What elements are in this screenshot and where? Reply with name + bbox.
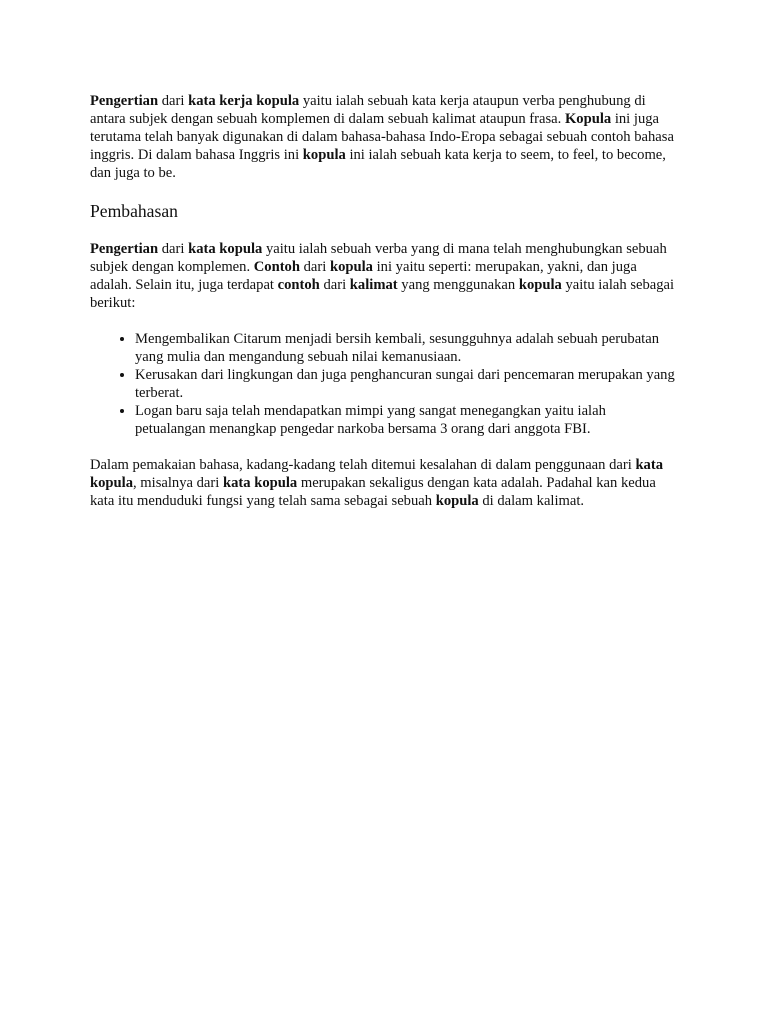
text-span: ini juga terutama telah banyak digunakan di dalam bahasa-bahasa Indo-Eropa sebagai sebuah contoh bahasa inggris. Di dalam bahasa Inggris ini	[90, 111, 674, 163]
text-span: Dalam pemakaian bahasa, kadang-kadang telah ditemui kesalahan di dalam penggunaan dari	[90, 457, 636, 473]
document-page	[90, 92, 680, 510]
intro-paragraph	[90, 92, 680, 182]
bold-term: kopula	[518, 277, 562, 293]
example-list	[90, 330, 680, 438]
text-span: yang menggunakan	[397, 277, 519, 293]
text-span: dari	[158, 93, 189, 109]
bold-term: kopula	[302, 147, 346, 163]
list-item: • Mengembalikan Citarum menjadi bersih kembali, sesungguhnya adalah sebuah perubatan yang mulia dan mengandung sebuah nilai kemanusiaan.	[135, 330, 680, 366]
text-span: ini ialah sebuah kata kerja to seem, to feel, to become, dan juga to be.	[90, 147, 666, 181]
bold-term: Pengertian	[90, 93, 159, 109]
bold-term: kopula	[435, 493, 479, 509]
text-span: merupakan sekaligus dengan kata adalah. Padahal kan kedua kata itu menduduki fungsi yang telah sama sebagai sebuah	[90, 475, 656, 509]
text-span: yaitu ialah sebuah verba yang di mana telah menghubungkan sebuah subjek dengan komplemen.	[90, 241, 667, 275]
bold-term: Kopula	[564, 111, 612, 127]
list-item: • Logan baru saja telah mendapatkan mimpi yang sangat menegangkan yaitu ialah petualangan menangkap pengedar narkoba bersama 3 orang dari anggota FBI.	[135, 402, 680, 438]
text-span: yaitu ialah sebuah kata kerja ataupun verba penghubung di antara subjek dengan sebuah komplemen di dalam sebuah kalimat ataupun frasa.	[90, 93, 646, 127]
bold-term: Contoh	[253, 259, 300, 275]
bold-term: kata kerja kopula	[188, 93, 300, 109]
definition-paragraph	[90, 240, 680, 312]
bold-term: kopula	[329, 259, 373, 275]
text-span: , misalnya dari	[133, 475, 223, 491]
text-span: dari	[319, 277, 350, 293]
text-span: dari	[299, 259, 330, 275]
bold-term: kata kopula	[222, 475, 298, 491]
bold-term: kata kopula	[90, 457, 664, 491]
text-span: di dalam kalimat.	[478, 493, 585, 509]
list-item: • Kerusakan dari lingkungan dan juga penghancuran sungai dari pencemaran merupakan yang terberat.	[135, 366, 680, 402]
text-span: yaitu ialah sebagai berikut:	[90, 277, 675, 311]
text-span: ini yaitu seperti: merupakan, yakni, dan juga adalah. Selain itu, juga terdapat	[90, 259, 637, 293]
bold-term: kalimat	[349, 277, 398, 293]
text-span: dari	[158, 241, 189, 257]
closing-paragraph	[90, 456, 680, 510]
bold-term: Pengertian	[90, 241, 159, 257]
bold-term: kata kopula	[188, 241, 263, 257]
section-heading: Pembahasan	[90, 201, 178, 221]
bold-term: contoh	[277, 277, 320, 293]
